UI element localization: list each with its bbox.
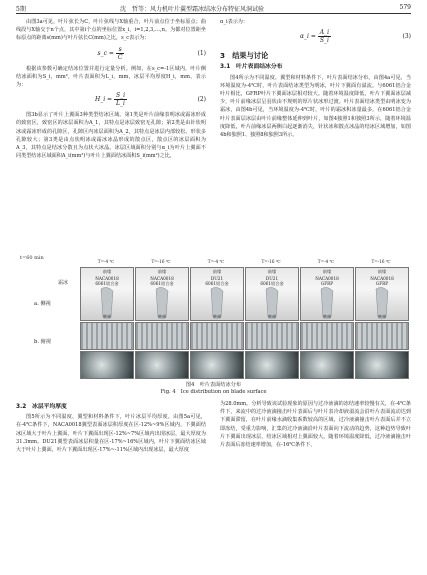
side-view-photo xyxy=(245,267,299,321)
row-label-top: b. 俯视 xyxy=(34,339,51,345)
top-view-photo xyxy=(245,322,299,350)
denominator: S_i xyxy=(319,37,329,45)
panel-temperature: T=-16 ℃ xyxy=(151,259,171,264)
figure-caption-cn: 图4 叶片表面结冰分布 xyxy=(185,382,242,388)
panel-temperature: T=-4 ℃ xyxy=(317,259,335,264)
paragraph: 为28.0mm。分析导致该试验现象的原因与过冷液滴的冻结速率较慢有关，在-4℃条件下，来流中的过冷液滴撞击叶片表面后与叶片表冷却液溢流会沿叶片表面流动达到下翼面滞留，在叶片前缘水滴收集系数较高的区域，过冷液滴撞击叶片表面后并不立即冻结，受重力影响，汇集的过冷液滴沿叶片表面向下流动的趋势，这种趋势导致叶片下翼面出现冰层，结冰区域相对上翼面较大。随着环境温度降低，过冷液滴撞击叶片表面后冻结速率增加，在-16℃条件下， xyxy=(220,401,411,449)
row-label-side: a. 侧视 xyxy=(34,301,51,307)
blade-shape xyxy=(156,287,168,317)
denominator: L_i xyxy=(116,100,125,108)
numerator: s xyxy=(116,46,125,54)
section-heading: 3 结果与讨论 xyxy=(220,51,269,61)
panel-temperature: T=-16 ℃ xyxy=(261,259,281,264)
panel-bottom-label: 底部 xyxy=(322,314,332,319)
blade-shape xyxy=(376,287,388,317)
panel-condition-label: NACA0018 GFRP xyxy=(370,276,394,286)
numerator: S_i xyxy=(115,92,126,100)
panel-top-label: 前缘 xyxy=(102,269,112,274)
panel-top-label: 前缘 xyxy=(157,269,167,274)
page-number: 579 xyxy=(399,4,411,11)
panel-bottom-label: 底部 xyxy=(212,314,222,319)
top-view-photo xyxy=(300,322,354,350)
side-view-photo xyxy=(190,267,244,321)
figure-caption-en: Fig. 4 Ice distribution on blade surface xyxy=(160,389,267,395)
running-header xyxy=(0,0,427,14)
numerator: A_i xyxy=(319,29,330,37)
subsection-heading: 3.1 叶片表面结冰分布 xyxy=(220,64,283,71)
panel-condition-label: DU21 6061铝合金 xyxy=(205,276,229,286)
equation-lhs: α_i = xyxy=(299,33,316,41)
close-up-photo xyxy=(300,351,354,379)
blade-shape xyxy=(101,287,113,317)
panel-bottom-label: 底部 xyxy=(157,314,167,319)
equation-number: (3) xyxy=(402,33,411,41)
right-column-bottom xyxy=(220,400,411,449)
denominator: C xyxy=(117,53,123,61)
side-label: 霜冰 xyxy=(58,280,69,286)
blade-shape xyxy=(266,287,278,317)
side-view-photo xyxy=(80,267,134,321)
panel-bottom-label: 底部 xyxy=(377,314,387,319)
panel-bottom-label: 底部 xyxy=(102,314,112,319)
paragraph: 由图3a可见，叶片弦长为C，叶片弦线与X轴重合，叶片前点位于坐标原点；曲线段与X轴交于n个点，其中第i个点的坐标位置x_i，i=1,2,3,…,n。为都对位置距坐标原点的距离s(mm)与叶片弦长C(mm)之比，s_c表示为： xyxy=(16,19,206,42)
header-rule xyxy=(16,13,411,14)
fraction xyxy=(318,29,331,44)
running-title: 沈 哲等：风力机叶片翼型霜冰结冰分布特征风洞试验 xyxy=(120,6,265,13)
panel-condition-label: NACA0018 6061铝合金 xyxy=(95,276,119,286)
close-up-photo xyxy=(135,351,189,379)
paragraph: 根据该参数可确定结冰位置并进行定量分析。例如，在s_c=-1区域内，叶片侧结冰面积为S_i，mm²，叶片表面积为L_i，mm，冰层平均厚度H_i，mm，表示为： xyxy=(16,65,206,89)
panel-condition-label: DU21 6061铝合金 xyxy=(260,276,284,286)
close-up-photo xyxy=(190,351,244,379)
close-up-photo xyxy=(245,351,299,379)
close-up-photo xyxy=(80,351,134,379)
panel-temperature: T=-16 ℃ xyxy=(371,259,391,264)
panel-top-label: 前缘 xyxy=(322,269,332,274)
equation-3 xyxy=(220,26,411,48)
equation-lhs: s_c = xyxy=(97,49,114,57)
fraction xyxy=(116,46,125,61)
equation-number: (1) xyxy=(197,49,206,57)
figure-4 xyxy=(16,255,411,398)
blade-shape xyxy=(321,287,333,317)
panel-temperature: T=-4 ℃ xyxy=(97,259,115,264)
issue-number: 5期 xyxy=(16,6,26,13)
equation-number: (2) xyxy=(197,96,206,104)
panel-bottom-label: 底部 xyxy=(267,314,277,319)
paragraph: 图5所示为不同温度、翼型和材料条件下，叶片冰层平均厚度。由图5a可见，在-4℃条件下，NACA0018翼型表面冰层积厚度在区-12%~9%区域内，下翼面结冰区域大于叶片上翼面，叶片下翼面出现区-12%~7%区域内出现冰层，最大厚度为31.3mm。DU21翼型表面冰层积量在区-17%~16%区域内，叶片下翼面结冰区域大于叶片上翼面，叶片下翼面出现区-17%~-11%区域内出现冰层，最大厚度 xyxy=(16,414,206,454)
top-view-photo xyxy=(135,322,189,350)
time-label: t=60 min xyxy=(20,255,44,261)
panel-top-label: 前缘 xyxy=(212,269,222,274)
panel-top-label: 前缘 xyxy=(267,269,277,274)
panel-temperature: T=-4 ℃ xyxy=(207,259,225,264)
panel-condition-label: NACA0018 6061铝合金 xyxy=(150,276,174,286)
top-view-photo xyxy=(190,322,244,350)
side-view-photo xyxy=(135,267,189,321)
close-up-photo xyxy=(355,351,409,379)
top-view-photo xyxy=(355,322,409,350)
equation-lhs: H_i = xyxy=(94,96,113,104)
fraction xyxy=(114,92,127,107)
subsection-heading: 3.2 冰层平均厚度 xyxy=(16,404,67,410)
panel-condition-label: NACA0018 GFRP xyxy=(315,276,339,286)
equation-1 xyxy=(16,43,206,65)
side-view-photo xyxy=(300,267,354,321)
panel-top-label: 前缘 xyxy=(377,269,387,274)
side-view-photo xyxy=(355,267,409,321)
paragraph: α_i表示为： xyxy=(220,19,248,25)
paragraph: 图3b显示了叶片上翼面3种类型结冰区域。第1类是叶片前缘表明冰或霜冰形成的致密区，致密区的冰层面积为A_1，其特点是冰层致密无孔隙；第2类是由针状明冰或霜冰形成的孔隙区，孔隙区内冰层面积为A_2，其特点是冰层内部较松、形状多孔隙较大；第3类是由点状明冰或霜冰冰晶形成的散点区，散点区的冰层面积为A_3，其特点是结冰分散且为点状大冰晶。冰层区域面积分别与α_i为叶片上翼面不同类型结冰区域面积A_i(mm²)与叶片上翼面结冰面积S_i(mm²)之比， xyxy=(16,112,206,160)
blade-shape xyxy=(211,287,223,317)
right-column-top xyxy=(220,18,411,139)
top-view-photo xyxy=(80,322,134,350)
left-column-bottom xyxy=(16,400,206,454)
equation-2 xyxy=(16,89,206,111)
left-column-top xyxy=(16,18,206,160)
paragraph: 图4所示为不同温度、翼型和材料条件下，叶片表面结冰分布。由图4a可见，当环境温度为-4℃时，叶片表面结冰类型为明冰，叶片下翼面有溢流。与6061铝合金叶片相比，GFRP叶片下翼面冰层相对较大。随着环境温度降低，叶片下翼面冰层减少，叶片前缘冰层呈羽状由不规则的厚片状冰形过渡。叶片表面结冰类型由明冰变为霜冰，由图4b可见，当环境温度为-4℃时，叶片的霜冰积冰量最多。在6061铝合金叶片表面层冰层由叶片前缘整体延伸到叶片，如图4独照1和独照3所示，随着环境温度降低，叶片前缘冰层两侧白起逐渐消失，针状冰和散点冰晶的结冰区域增加，如图4b和独照1、独照8和独照3所示。 xyxy=(220,74,411,139)
